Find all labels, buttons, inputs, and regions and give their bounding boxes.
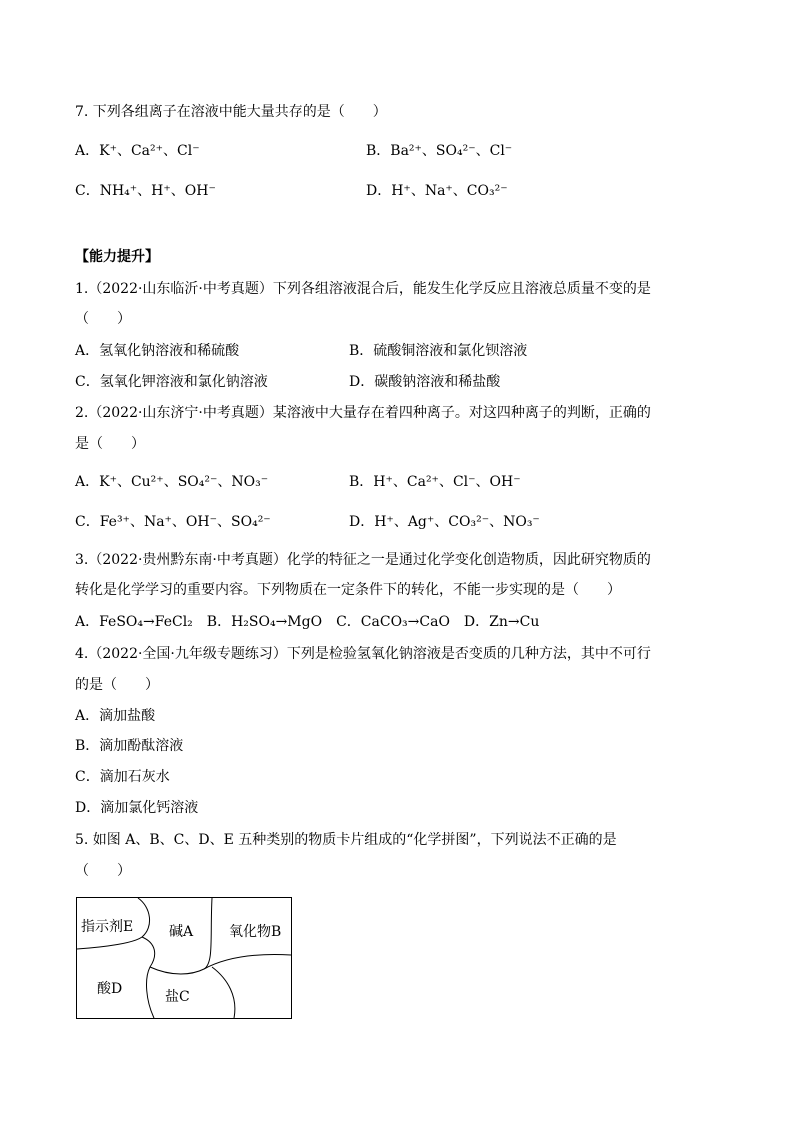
q7-stem: 7. 下列各组离子在溶液中能大量共存的是（ ）: [75, 104, 387, 120]
puzzle-label-c: 盐C: [165, 989, 190, 1005]
q4-option-b: B．滴加酚酞溶液: [75, 738, 184, 754]
chemistry-puzzle-figure: [76, 897, 292, 1019]
q1-stem-line1: 1.（2022·山东临沂·中考真题）下列各组溶液混合后，能发生化学反应且溶液总质量不变的是: [75, 281, 651, 297]
q2-option-b: B．H⁺、Ca²⁺、Cl⁻、OH⁻: [349, 474, 521, 490]
puzzle-divider-d: [142, 937, 155, 1018]
q5-stem-line1: 5. 如图 A、B、C、D、E 五种类别的物质卡片组成的“化学拼图”，下列说法不正确的是: [75, 832, 617, 848]
puzzle-divider-b: [204, 955, 291, 969]
q4-option-a: A．滴加盐酸: [75, 708, 156, 724]
q5-stem-line2: （ ）: [75, 863, 131, 879]
q4-option-d: D．滴加氯化钙溶液: [75, 800, 199, 816]
q7-option-c: C．NH₄⁺、H⁺、OH⁻: [75, 183, 216, 199]
q2-stem-line2: 是（ ）: [75, 436, 145, 452]
q1-stem-line2: （ ）: [75, 311, 131, 327]
q4-option-c: C．滴加石灰水: [75, 769, 170, 785]
q7-option-a: A．K⁺、Ca²⁺、Cl⁻: [75, 143, 200, 159]
q1-option-c: C．氢氧化钾溶液和氯化钠溶液: [75, 374, 268, 390]
puzzle-label-b: 氧化物B: [229, 924, 282, 940]
q3-stem-line2: 转化是化学学习的重要内容。下列物质在一定条件下的转化，不能一步实现的是（ ）: [75, 582, 621, 598]
q3-stem-line1: 3.（2022·贵州黔东南·中考真题）化学的特征之一是通过化学变化创造物质，因此研究物质的: [75, 552, 651, 568]
q4-stem-line2: 的是（ ）: [75, 677, 159, 693]
q2-stem-line1: 2.（2022·山东济宁·中考真题）某溶液中大量存在着四种离子。对这四种离子的判断，正确的: [75, 405, 651, 421]
puzzle-label-d: 酸D: [97, 981, 123, 997]
q1-option-b: B．硫酸铜溶液和氯化钡溶液: [349, 343, 528, 359]
q7-option-d: D．H⁺、Na⁺、CO₃²⁻: [366, 183, 508, 199]
q4-stem-line1: 4.（2022·全国·九年级专题练习）下列是检验氢氧化钠溶液是否变质的几种方法，其中不可行: [75, 646, 651, 662]
q1-option-a: A．氢氧化钠溶液和稀硫酸: [75, 343, 240, 359]
section-title: 【能力提升】: [75, 249, 159, 265]
q2-option-d: D．H⁺、Ag⁺、CO₃²⁻、NO₃⁻: [349, 514, 540, 530]
q2-option-c: C．Fe³⁺、Na⁺、OH⁻、SO₄²⁻: [75, 514, 271, 530]
q3-options: A．FeSO₄→FeCl₂ B．H₂SO₄→MgO C．CaCO₃→CaO D．Zn→Cu: [75, 614, 540, 630]
puzzle-label-a: 碱A: [169, 924, 194, 940]
q1-option-d: D．碳酸钠溶液和稀盐酸: [349, 374, 501, 390]
puzzle-divider-c: [212, 967, 235, 1018]
puzzle-label-e: 指示剂E: [81, 919, 134, 935]
q2-option-a: A．K⁺、Cu²⁺、SO₄²⁻、NO₃⁻: [75, 474, 269, 490]
q7-option-b: B．Ba²⁺、SO₄²⁻、Cl⁻: [366, 143, 513, 159]
